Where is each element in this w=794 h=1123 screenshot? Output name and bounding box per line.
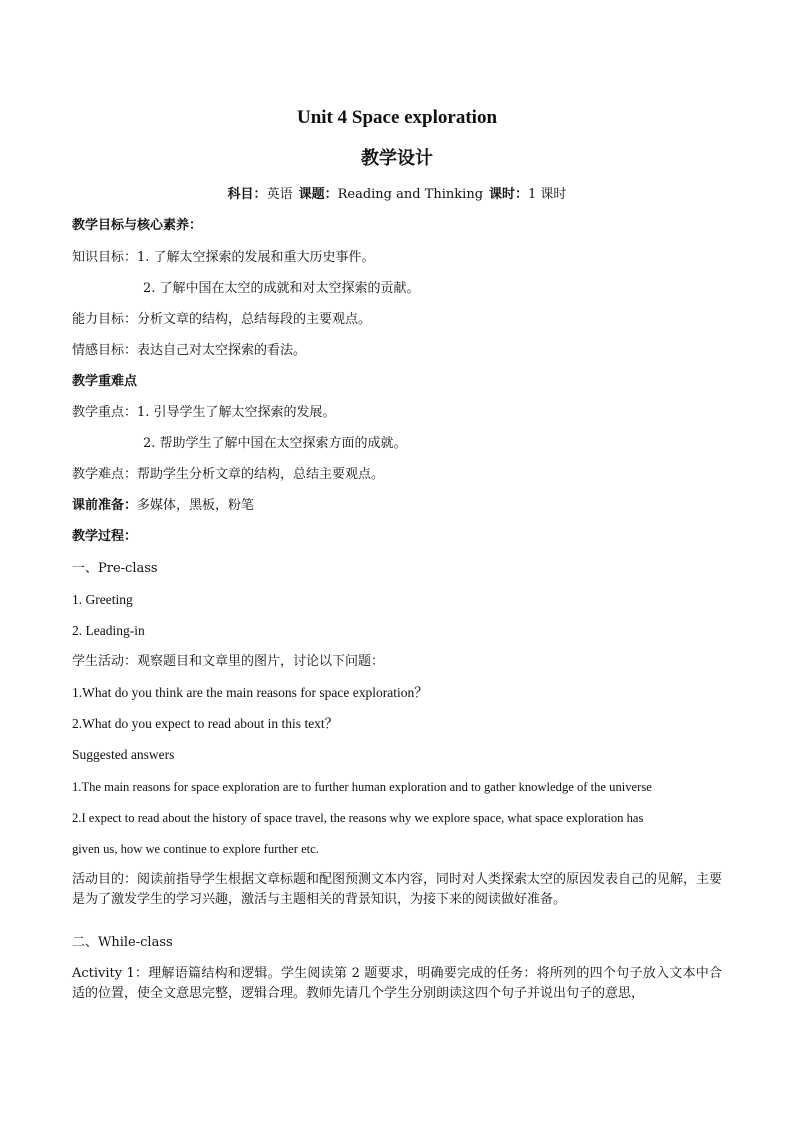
preparation [72,496,254,516]
key-point-2: 2. 帮助学生了解中国在太空探索方面的成就。 [143,436,407,451]
greeting-step: 1. Greeting [72,592,133,607]
suggested-answers-heading: Suggested answers [72,747,175,762]
activity-1: Activity 1：理解语篇结构和逻辑。学生阅读第 2 题要求，明确要完成的任务：将所列的四个句子放入文本中合适的位置，使全文意思完整，逻辑合理。教师先请几个学生分别朗读这四个句子并说出句子的意思， [72,966,722,1001]
difficulty: 教学难点：帮助学生分析文章的结构，总结主要观点。 [72,467,385,482]
subject-label: 科目： [227,187,267,202]
topic-value: Reading and Thinking [337,187,484,202]
topic-label: 课题： [298,187,338,202]
document-title: Unit 4 Space exploration [296,107,498,128]
subject-value: 英语 [266,187,293,202]
prep-value: 多媒体，黑板，粉笔 [137,498,255,513]
answer-2-line-2: given us, how we continue to explore further etc. [72,842,319,856]
answer-2-line-1: 2.I expect to read about the history of space travel, the reasons why we explore space, what space exploration has [72,811,644,825]
goals-heading: 教学目标与核心素养： [72,218,203,233]
question-2: 2.What do you expect to read about in this text？ [72,716,339,731]
pre-class-heading: 一、Pre-class [72,561,158,576]
question-1: 1.What do you think are the main reasons for space exploration？ [72,685,428,700]
knowledge-goal-1: 知识目标：1. 了解太空探索的发展和重大历史事件。 [72,250,375,265]
hours-label: 课时： [489,187,529,202]
knowledge-goal-2: 2. 了解中国在太空的成就和对太空探索的贡献。 [143,281,420,296]
key-point-1: 教学重点：1. 引导学生了解太空探索的发展。 [72,405,336,420]
course-meta [0,184,794,206]
emotion-goal: 情感目标：表达自己对太空探索的看法。 [72,343,307,358]
hours-value: 1 课时 [528,187,567,202]
student-activity: 学生活动：观察题目和文章里的图片，讨论以下问题： [72,654,385,669]
activity-purpose: 活动目的：阅读前指导学生根据文章标题和配图预测文本内容，同时对人类探索太空的原因发表自己的见解，主要是为了激发学生的学习兴趣，激活与主题相关的背景知识，为接下来的阅读做好准备。 [72,872,723,907]
document-subtitle: 教学设计 [361,148,433,169]
key-points-heading: 教学重难点 [72,374,138,389]
ability-goal: 能力目标：分析文章的结构，总结每段的主要观点。 [72,312,372,327]
prep-label: 课前准备： [72,498,138,513]
answer-1: 1.The main reasons for space exploration are to further human exploration and to gather knowledge of the universe [72,780,652,794]
leading-in-step: 2. Leading-in [72,623,145,638]
process-heading: 教学过程： [72,529,138,544]
while-class-heading: 二、While-class [72,935,173,950]
